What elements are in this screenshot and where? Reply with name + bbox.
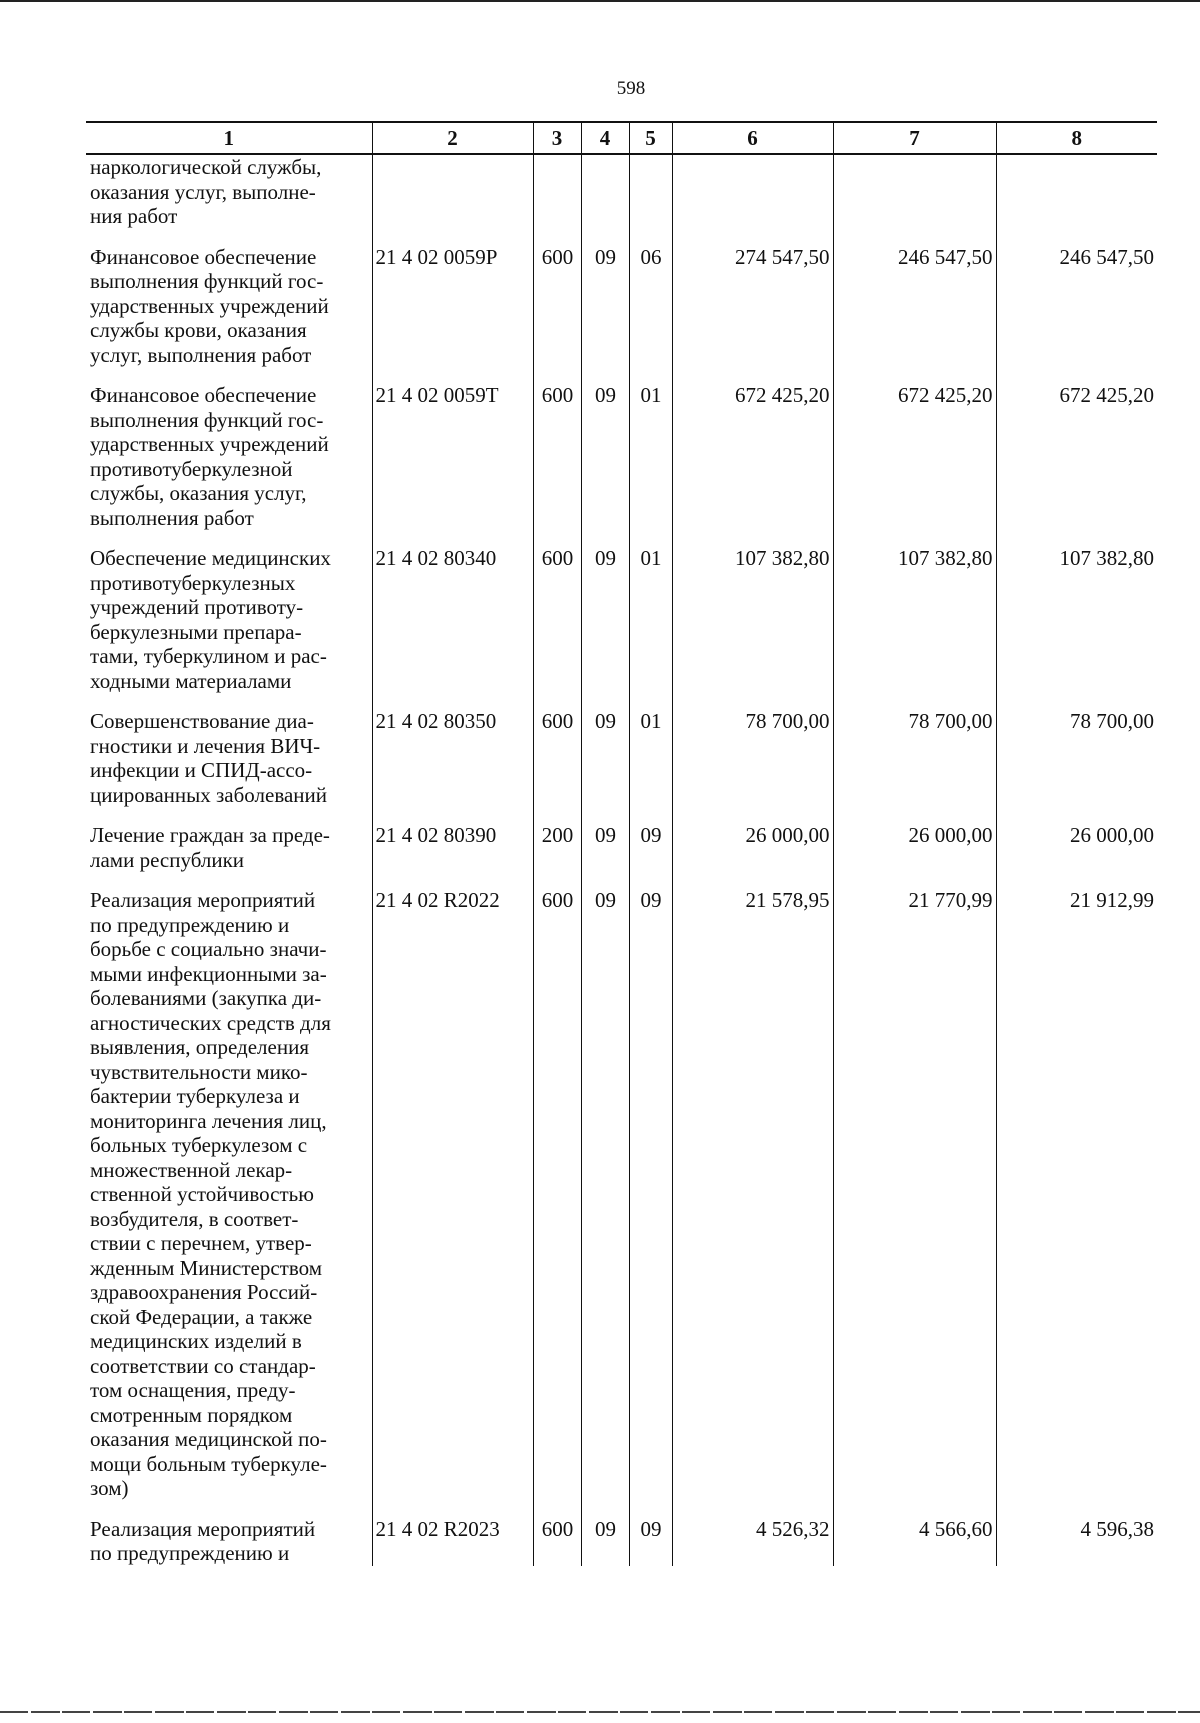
- row-name-line: ской Федерации, а также: [90, 1304, 313, 1329]
- table-row: [86, 154, 1157, 229]
- row-value7-cell: 4 566,60: [833, 1517, 996, 1566]
- row-col4-cell: [581, 154, 629, 229]
- row-name-line: здравоохранения Россий-: [90, 1280, 318, 1304]
- row-value6-cell: 21 578,95: [672, 888, 833, 1501]
- row-name-line: по предупреждению и: [90, 1541, 290, 1565]
- row-name-line: оказания услуг, выполне-: [90, 179, 316, 204]
- spacer-cell: [86, 693, 372, 709]
- row-name-line: Лечение граждан за преде-: [90, 823, 330, 847]
- budget-table: [86, 121, 1157, 1566]
- row-code-cell: 21 4 02 0059Р: [372, 245, 533, 368]
- header-row: [86, 122, 1157, 154]
- row-name-line: лами республики: [90, 847, 245, 872]
- spacer-cell: [672, 530, 833, 546]
- spacer-cell: [533, 530, 581, 546]
- page-number: 598: [616, 78, 646, 99]
- row-value6-cell: 78 700,00: [672, 709, 833, 807]
- row-code-cell: 21 4 02 80350: [372, 709, 533, 807]
- spacer-cell: [372, 807, 533, 823]
- row-code-cell: 21 4 02 0059Т: [372, 383, 533, 530]
- row-value8-cell: 26 000,00: [996, 823, 1157, 872]
- spacer-cell: [833, 229, 996, 245]
- row-col4-cell: 09: [581, 709, 629, 807]
- row-spacer: [86, 229, 1157, 245]
- table-row: [86, 823, 1157, 872]
- row-name-line: тами, туберкулином и рас-: [90, 644, 327, 668]
- row-name-line: ударственных учреждений: [90, 293, 329, 318]
- spacer-cell: [372, 1501, 533, 1517]
- row-name-line: услуг, выполнения работ: [90, 342, 312, 367]
- row-name-cell: [86, 245, 372, 368]
- row-code-cell: 21 4 02 80390: [372, 823, 533, 872]
- spacer-cell: [833, 807, 996, 823]
- row-name-line: множественной лекар-: [90, 1157, 293, 1182]
- row-value7-cell: 107 382,80: [833, 546, 996, 693]
- row-spacer: [86, 1501, 1157, 1517]
- row-col3-cell: 600: [533, 546, 581, 693]
- row-col3-cell: 600: [533, 888, 581, 1501]
- row-name-line: борьбе с социально значи-: [90, 937, 327, 961]
- spacer-cell: [372, 693, 533, 709]
- row-col5-cell: 01: [629, 709, 672, 807]
- spacer-cell: [833, 1501, 996, 1517]
- row-name-cell: [86, 709, 372, 807]
- spacer-cell: [533, 693, 581, 709]
- row-name-line: болеваниями (закупка ди-: [90, 986, 322, 1010]
- row-spacer: [86, 367, 1157, 383]
- column-header-2: 2: [372, 122, 533, 154]
- row-spacer: [86, 693, 1157, 709]
- row-name-line: агностических средств для: [90, 1010, 331, 1035]
- spacer-cell: [672, 872, 833, 888]
- spacer-cell: [533, 229, 581, 245]
- spacer-cell: [581, 367, 629, 383]
- row-name-line: противотуберкулезных: [90, 570, 296, 595]
- spacer-cell: [86, 229, 372, 245]
- table-row: [86, 709, 1157, 807]
- spacer-cell: [629, 807, 672, 823]
- row-value8-cell: 21 912,99: [996, 888, 1157, 1501]
- row-name-cell: [86, 154, 372, 229]
- row-col4-cell: 09: [581, 888, 629, 1501]
- row-name-line: беркулезными препара-: [90, 619, 302, 644]
- column-header-7: 7: [833, 122, 996, 154]
- row-name-line: Совершенствование диа-: [90, 709, 314, 733]
- spacer-cell: [86, 872, 372, 888]
- row-name-line: зом): [90, 1476, 129, 1500]
- column-header-8: 8: [996, 122, 1157, 154]
- row-name-line: ствии с перечнем, утвер-: [90, 1231, 312, 1255]
- column-header-5: 5: [629, 122, 672, 154]
- spacer-cell: [86, 530, 372, 546]
- column-header-1: 1: [86, 122, 372, 154]
- row-col5-cell: 01: [629, 383, 672, 530]
- row-name-line: ния работ: [90, 204, 178, 228]
- spacer-cell: [533, 367, 581, 383]
- row-name-line: мониторинга лечения лиц,: [90, 1108, 327, 1133]
- spacer-cell: [996, 367, 1157, 383]
- row-name-line: ходными материалами: [90, 668, 292, 693]
- spacer-cell: [996, 872, 1157, 888]
- row-name-line: учреждений противоту-: [90, 595, 304, 619]
- row-value8-cell: 78 700,00: [996, 709, 1157, 807]
- table-body: [86, 154, 1157, 1566]
- row-name-line: службы крови, оказания: [90, 318, 307, 342]
- row-spacer: [86, 530, 1157, 546]
- row-name-line: выявления, определения: [90, 1035, 309, 1059]
- row-value8-cell: [996, 154, 1157, 229]
- spacer-cell: [533, 1501, 581, 1517]
- row-col3-cell: [533, 154, 581, 229]
- row-name-line: наркологической службы,: [90, 155, 322, 179]
- row-code-cell: [372, 154, 533, 229]
- spacer-cell: [372, 530, 533, 546]
- row-value7-cell: 21 770,99: [833, 888, 996, 1501]
- row-value7-cell: 246 547,50: [833, 245, 996, 368]
- row-name-line: циированных заболеваний: [90, 782, 328, 807]
- row-value6-cell: 26 000,00: [672, 823, 833, 872]
- row-col4-cell: 09: [581, 1517, 629, 1566]
- row-name-line: выполнения работ: [90, 505, 254, 530]
- row-name-line: чувствительности мико-: [90, 1059, 308, 1084]
- spacer-cell: [833, 872, 996, 888]
- row-name-line: гностики и лечения ВИЧ-: [90, 733, 321, 758]
- row-name-line: смотренным порядком: [90, 1402, 293, 1427]
- row-code-cell: 21 4 02 R2023: [372, 1517, 533, 1566]
- row-name-line: инфекции и СПИД-ассо-: [90, 758, 313, 782]
- row-name-cell: [86, 1517, 372, 1566]
- row-col3-cell: 600: [533, 709, 581, 807]
- spacer-cell: [833, 530, 996, 546]
- row-col5-cell: [629, 154, 672, 229]
- row-name-line: том оснащения, преду-: [90, 1378, 296, 1402]
- spacer-cell: [372, 872, 533, 888]
- row-value8-cell: 107 382,80: [996, 546, 1157, 693]
- spacer-cell: [629, 367, 672, 383]
- row-name-line: Реализация мероприятий: [90, 1516, 316, 1541]
- spacer-cell: [86, 367, 372, 383]
- row-col3-cell: 600: [533, 1517, 581, 1566]
- table-row: [86, 546, 1157, 693]
- column-header-4: 4: [581, 122, 629, 154]
- table-row: [86, 1517, 1157, 1566]
- row-name-line: возбудителя, в соответ-: [90, 1206, 299, 1231]
- row-value7-cell: 78 700,00: [833, 709, 996, 807]
- row-name-line: Финансовое обеспечение: [90, 383, 317, 407]
- table-row: [86, 245, 1157, 368]
- spacer-cell: [581, 530, 629, 546]
- row-col4-cell: 09: [581, 546, 629, 693]
- spacer-cell: [996, 807, 1157, 823]
- row-name-line: мыми инфекционными за-: [90, 961, 327, 986]
- spacer-cell: [996, 530, 1157, 546]
- spacer-cell: [629, 530, 672, 546]
- row-code-cell: 21 4 02 R2022: [372, 888, 533, 1501]
- spacer-cell: [672, 1501, 833, 1517]
- spacer-cell: [629, 229, 672, 245]
- spacer-cell: [629, 693, 672, 709]
- row-name-line: противотуберкулезной: [90, 456, 293, 481]
- row-col4-cell: 09: [581, 383, 629, 530]
- spacer-cell: [833, 693, 996, 709]
- row-col3-cell: 600: [533, 383, 581, 530]
- spacer-cell: [372, 229, 533, 245]
- column-header-3: 3: [533, 122, 581, 154]
- spacer-cell: [629, 872, 672, 888]
- spacer-cell: [86, 1501, 372, 1517]
- row-value6-cell: 107 382,80: [672, 546, 833, 693]
- spacer-cell: [86, 807, 372, 823]
- row-value6-cell: [672, 154, 833, 229]
- row-name-cell: [86, 888, 372, 1501]
- row-col3-cell: 200: [533, 823, 581, 872]
- row-value6-cell: 274 547,50: [672, 245, 833, 368]
- top-edge-rule: [0, 0, 1200, 2]
- spacer-cell: [996, 229, 1157, 245]
- row-name-line: по предупреждению и: [90, 912, 290, 937]
- row-name-line: Финансовое обеспечение: [90, 244, 317, 269]
- spacer-cell: [672, 229, 833, 245]
- spacer-cell: [372, 367, 533, 383]
- row-code-cell: 21 4 02 80340: [372, 546, 533, 693]
- row-name-cell: [86, 546, 372, 693]
- row-name-line: жденным Министерством: [90, 1255, 323, 1280]
- row-spacer: [86, 807, 1157, 823]
- row-name-line: мощи больным туберкуле-: [90, 1451, 327, 1476]
- row-col5-cell: 06: [629, 245, 672, 368]
- row-name-line: оказания медицинской по-: [90, 1427, 327, 1451]
- row-value7-cell: 26 000,00: [833, 823, 996, 872]
- spacer-cell: [996, 693, 1157, 709]
- row-name-line: Обеспечение медицинских: [90, 546, 331, 570]
- column-header-6: 6: [672, 122, 833, 154]
- spacer-cell: [629, 1501, 672, 1517]
- row-name-line: Реализация мероприятий: [90, 888, 316, 912]
- table-row: [86, 383, 1157, 530]
- row-name-line: медицинских изделий в: [90, 1329, 302, 1353]
- spacer-cell: [533, 807, 581, 823]
- bottom-edge-rule: [0, 1711, 1200, 1713]
- row-name-line: ударственных учреждений: [90, 432, 329, 456]
- row-name-cell: [86, 823, 372, 872]
- spacer-cell: [996, 1501, 1157, 1517]
- spacer-cell: [833, 367, 996, 383]
- row-name-line: службы, оказания услуг,: [90, 481, 307, 505]
- row-name-line: выполнения функций гос-: [90, 269, 324, 293]
- row-name-line: выполнения функций гос-: [90, 407, 324, 432]
- row-name-cell: [86, 383, 372, 530]
- spacer-cell: [581, 807, 629, 823]
- spacer-cell: [672, 807, 833, 823]
- row-value6-cell: 672 425,20: [672, 383, 833, 530]
- row-value8-cell: 246 547,50: [996, 245, 1157, 368]
- row-name-line: ственной устойчивостью: [90, 1182, 314, 1206]
- row-col4-cell: 09: [581, 823, 629, 872]
- row-col3-cell: 600: [533, 245, 581, 368]
- row-col4-cell: 09: [581, 245, 629, 368]
- row-name-line: больных туберкулезом с: [90, 1133, 308, 1157]
- row-value7-cell: [833, 154, 996, 229]
- row-spacer: [86, 872, 1157, 888]
- spacer-cell: [581, 229, 629, 245]
- row-name-line: бактерии туберкулеза и: [90, 1084, 300, 1108]
- row-col5-cell: 09: [629, 1517, 672, 1566]
- row-value8-cell: 4 596,38: [996, 1517, 1157, 1566]
- row-value7-cell: 672 425,20: [833, 383, 996, 530]
- row-col5-cell: 09: [629, 823, 672, 872]
- spacer-cell: [581, 872, 629, 888]
- spacer-cell: [581, 1501, 629, 1517]
- row-value8-cell: 672 425,20: [996, 383, 1157, 530]
- spacer-cell: [581, 693, 629, 709]
- row-col5-cell: 01: [629, 546, 672, 693]
- row-value6-cell: 4 526,32: [672, 1517, 833, 1566]
- row-col5-cell: 09: [629, 888, 672, 1501]
- table-row: [86, 888, 1157, 1501]
- spacer-cell: [672, 693, 833, 709]
- row-name-line: соответствии со стандар-: [90, 1353, 316, 1378]
- spacer-cell: [533, 872, 581, 888]
- spacer-cell: [672, 367, 833, 383]
